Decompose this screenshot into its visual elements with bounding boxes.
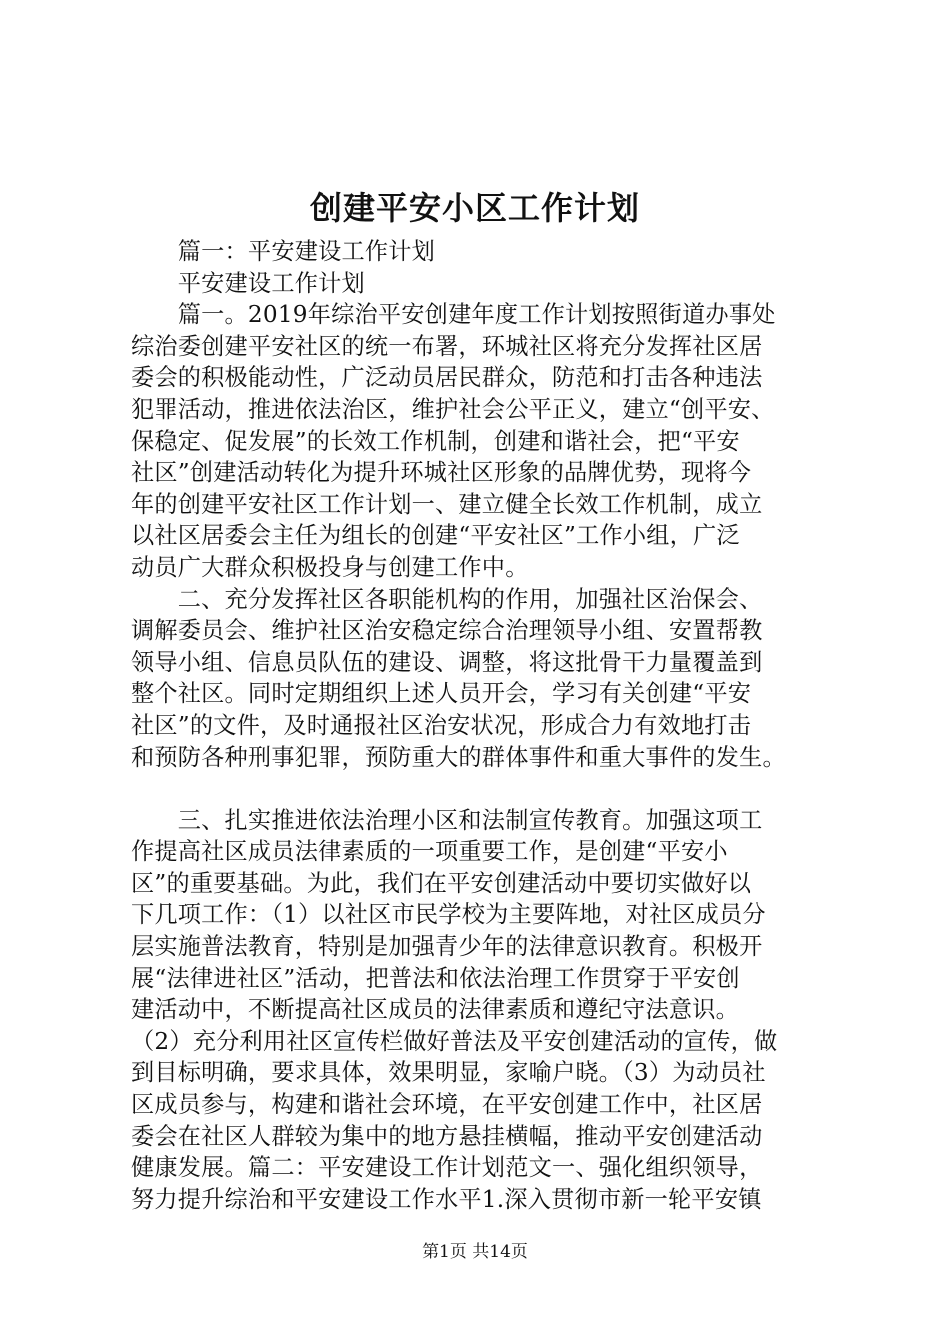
text-line: 展“法律进社区”活动，把普法和依法治理工作贯穿于平安创 [131,964,740,992]
text-line: 到目标明确，要求具体，效果明显，家喻户晓。（3）为动员社 [131,1059,766,1087]
document-body [131,236,831,1215]
text-line: 和预防各种刑事犯罪，预防重大的群体事件和重大事件的发生。 [131,743,786,771]
text-line: 层实施普法教育，特别是加强青少年的法律意识教育。积极开 [131,933,763,961]
text-line: 委会在社区人群较为集中的地方悬挂横幅，推动平安创建活动 [131,1122,763,1150]
text-line: 动员广大群众积极投身与创建工作中。 [131,553,529,581]
text-line: 综治委创建平安社区的统一布署，环城社区将充分发挥社区居 [131,332,763,360]
text-line: （2）充分利用社区宣传栏做好普法及平安创建活动的宣传，做 [131,1027,778,1055]
text-line: 犯罪活动，推进依法治区，维护社会公平正义，建立“创平安、 [131,395,775,423]
text-line: 平安建设工作计划 [131,269,365,297]
paragraph-gap [131,773,831,805]
text-line: 保稳定、促发展”的长效工作机制，创建和谐社会，把“平安 [131,427,740,455]
text-line: 二、充分发挥社区各职能机构的作用，加强社区治保会、 [131,585,763,613]
text-line: 社区”的文件，及时通报社区治安状况，形成合力有效地打击 [131,711,752,739]
text-line: 调解委员会、维护社区治安稳定综合治理领导小组、安置帮教 [131,617,763,645]
text-line: 委会的积极能动性，广泛动员居民群众，防范和打击各种违法 [131,364,763,392]
text-line: 区”的重要基础。为此，我们在平安创建活动中要切实做好以 [131,869,752,897]
page-footer: 第1页 共14页 [422,1242,528,1262]
text-line: 社区”创建活动转化为提升环城社区形象的品牌优势，现将今 [131,459,752,487]
text-line: 三、扎实推进依法治理小区和法制宣传教育。加强这项工 [131,806,763,834]
text-line: 努力提升综治和平安建设工作水平1.深入贯彻市新一轮平安镇 [131,1185,762,1213]
text-line: 领导小组、信息员队伍的建设、调整，将这批骨干力量覆盖到 [131,648,763,676]
text-line: 年的创建平安社区工作计划一、建立健全长效工作机制，成立 [131,490,763,518]
document-title: 创建平安小区工作计划 [309,189,640,227]
text-line: 以社区居委会主任为组长的创建“平安社区”工作小组，广泛 [131,522,740,550]
text-line: 区成员参与，构建和谐社会环境，在平安创建工作中，社区居 [131,1091,763,1119]
text-line: 整个社区。同时定期组织上述人员开会，学习有关创建“平安 [131,680,752,708]
text-line: 篇一。2019年综治平安创建年度工作计划按照街道办事处 [131,301,776,329]
text-line: 健康发展。篇二：平安建设工作计划范文一、强化组织领导， [131,1154,763,1182]
text-line: 作提高社区成员法律素质的一项重要工作，是创建“平安小 [131,838,728,866]
text-line: 篇一：平安建设工作计划 [131,238,436,265]
text-line: 建活动中，不断提高社区成员的法律素质和遵纪守法意识。 [131,996,740,1024]
text-line: 下几项工作：（1）以社区市民学校为主要阵地，对社区成员分 [131,901,766,929]
